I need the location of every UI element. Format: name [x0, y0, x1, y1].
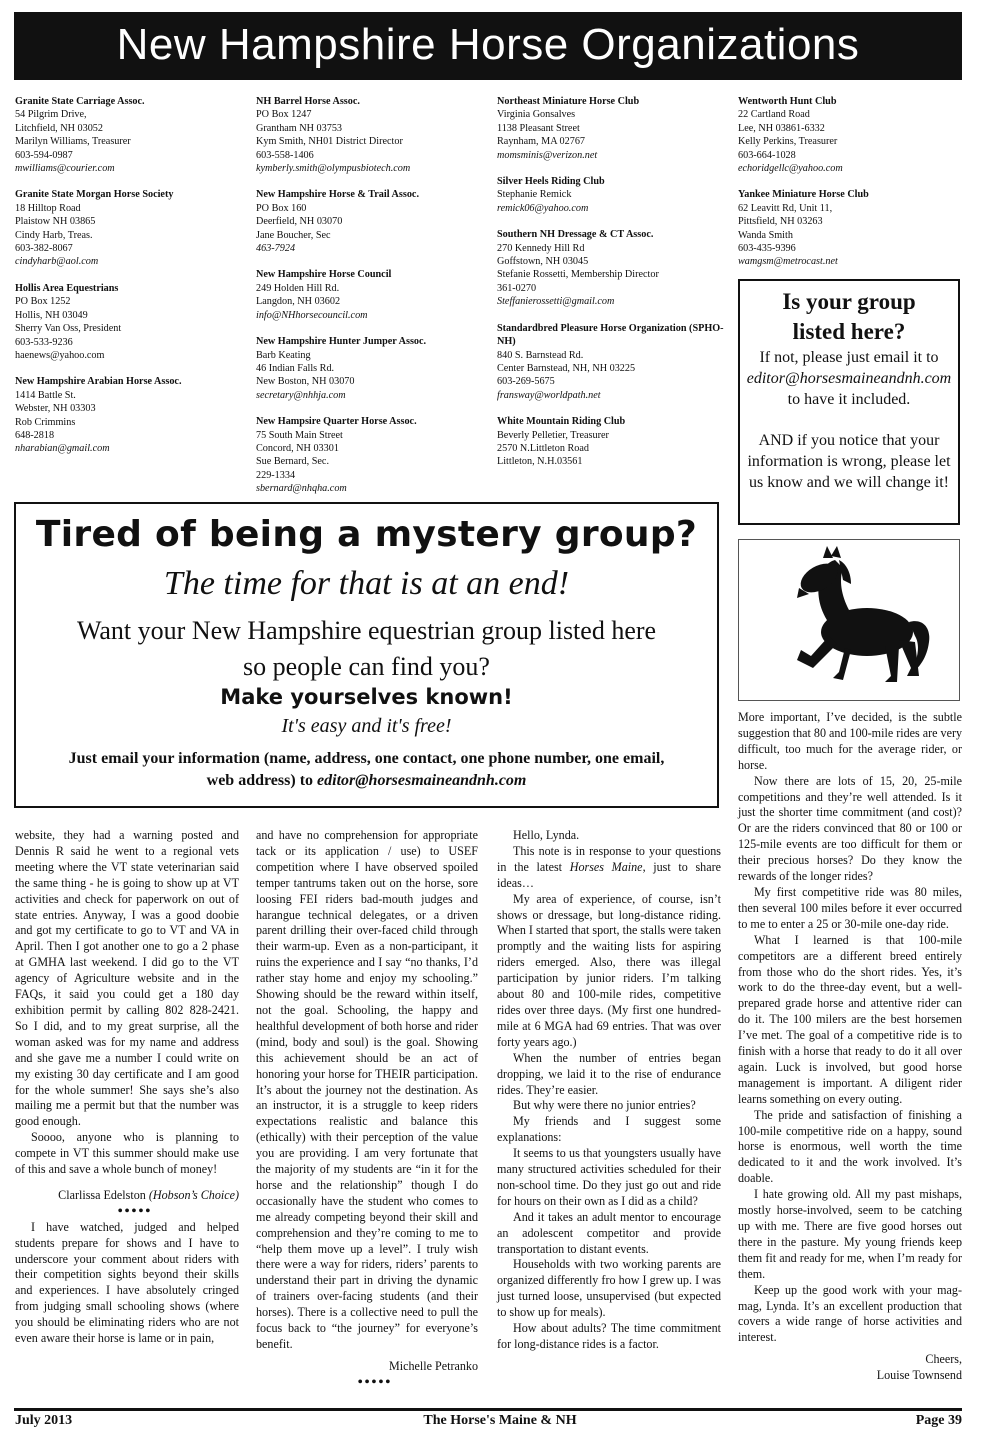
organization-entry — [497, 175, 727, 215]
organization-detail: Kym Smith, NH01 District Director — [256, 136, 403, 148]
organization-detail: Litchfield, NH 03052 — [15, 122, 103, 134]
organization-name: Silver Heels Riding Club — [497, 176, 605, 188]
organization-email[interactable]: wamgsm@metrocast.net — [738, 256, 838, 268]
organization-email[interactable]: remick06@yahoo.com — [497, 202, 589, 214]
organization-detail: Stefanie Rossetti, Membership Director — [497, 269, 659, 281]
notice-text-2: to have it included. — [787, 391, 911, 408]
notice-text-3: AND if you notice that your information is wrong, please let us know and we will change it! — [747, 432, 951, 491]
organization-detail: Raynham, MA 02767 — [497, 136, 586, 148]
col3-paragraph-6: It seems to us that youngsters usually have many structured activities scheduled for their non-school time. Do they just go out and ride for hours on their own as I did as a child? — [497, 1146, 721, 1208]
organization-detail: Deerfield, NH 03070 — [256, 216, 343, 228]
organization-detail: Hollis, NH 03049 — [15, 309, 88, 321]
col1-paragraph-2: Soooo, anyone who is planning to compete in VT this summer should make use of this and save a whole bunch of money! — [15, 1130, 239, 1177]
ad-call-to-action: Make yourselves known! — [220, 685, 513, 709]
organization-email[interactable]: echoridgellc@yahoo.com — [738, 163, 843, 175]
organization-name: New Hampshire Horse Council — [256, 269, 392, 281]
organization-detail: PO Box 1252 — [15, 296, 71, 308]
directory-column-1 — [15, 95, 245, 469]
col1-paragraph-1: website, they had a warning posted and Dennis R said he went to a regional vets meeting where the VT state veterinarian said the same thing - he is going to show up at VT activities and check for paperwork on out of state entries. Anyway, I was a good doobie and got my certificate to go to VT and VA in April. Then I got another one to go a 2 phase at GMHA last weekend. I did go to the VT agency of Agriculture website and in the FAQs, it said you could get a 180 day exhibition permit by calling 802 828-2421. So I did, and to my great surprise, all the woman asked was for my name and address and she gave me a number I could write on my existing 30 day certificate and I am good for the whole summer! She says she’s also mailing me a permit but that the number was good enough. — [15, 828, 239, 1129]
notice-text-1: If not, please just email it to — [759, 349, 939, 366]
organization-detail: Jane Boucher, Sec — [256, 229, 331, 241]
organization-detail: Virginia Gonsalves — [497, 109, 576, 121]
organization-detail: 603-558-1406 — [256, 149, 314, 161]
organization-name: New Hampshire Hunter Jumper Assoc. — [256, 336, 427, 348]
organization-detail: Marilyn Williams, Treasurer — [15, 136, 131, 148]
ad-question-line-1: Want your New Hampshire equestrian group listed here — [76, 616, 657, 645]
notice-heading-line-1: Is your group — [782, 289, 916, 314]
organization-detail: 249 Holden Hill Rd. — [256, 282, 340, 294]
organization-name: Standardbred Pleasure Horse Organization (SPHO-NH) — [497, 322, 724, 348]
col3-paragraph-9: How about adults? The time commitment for long-distance rides is a factor. — [497, 1321, 721, 1351]
ad-email-link[interactable]: editor@horsesmaineandnh.com — [317, 772, 527, 789]
col1-signature-affiliation: (Hobson’s Choice) — [148, 1187, 239, 1202]
col3-paragraph-1-text: This note is in response to your questions in the latest — [497, 843, 721, 874]
organization-detail: 361-0270 — [497, 282, 537, 294]
organization-email[interactable]: momsminis@verizon.net — [497, 149, 598, 161]
directory-column-4 — [738, 95, 968, 282]
organization-detail: Stephanie Remick — [497, 189, 572, 201]
mystery-group-advertisement — [14, 502, 719, 808]
organization-detail: Kelly Perkins, Treasurer — [738, 136, 838, 148]
group-listing-notice — [738, 279, 960, 525]
organization-detail: Langdon, NH 03602 — [256, 296, 341, 308]
organization-entry — [256, 188, 486, 255]
organization-detail: Pittsfield, NH 03263 — [738, 216, 823, 228]
organization-name: White Mountain Riding Club — [497, 416, 626, 428]
col3-paragraph-3: When the number of entries began dropping, we laid it to the rise of endurance rides. They’re easier. — [497, 1050, 721, 1097]
organization-detail: Plaistow NH 03865 — [15, 216, 96, 228]
col1-paragraph-3: I have watched, judged and helped students prepare for shows and I have to underscore your comment about riders with their competition sights beyond their skills and experiences. I have absolutely cringed from judging small schooling shows (where you should be eliminating riders who are not even aware their horse is lame or in pain, — [15, 1219, 239, 1346]
organization-detail: Webster, NH 03303 — [15, 403, 96, 415]
organization-detail: 1138 Pleasant Street — [497, 122, 580, 134]
organization-name: NH Barrel Horse Assoc. — [256, 96, 360, 107]
col2-paragraph-1: and have no comprehension for appropriate tack or its application / use) to USEF competition where I have observed spoiled temper tantrums taken out on the horse, sore loosing FEI riders bad-mouth judges and harangue technical delegates, or a driven parent drilling their over-faced child through their warm-up. Even as a non-participant, it ruins the experience and I say “no thanks, I’d rather stay home and enjoy my schooling.” Showing should be the reward within itself, not the goal. Schooling, the happy and healthful development of both horse and rider (mind, body and soul) is the goal. Showing this achievement should be an act of honoring your horse for THEIR participation. It’s about the journey not the destination. As an instructor, it is a struggle to keep riders expectations realistic and balance this (ethically) with their perception of the value you are providing. I am very fortunate that the majority of my students are “in it for the horse and the relationship” though I do occasionally have the student who comes to me already competing beyond their skill and comprehension and they’re coming to me to “help them move up a level”. I truly wish there were a way for riders, riders’ parents to understand their part in driving the dynamic of trainers over-facing students (and their horses). There is a collective need to pull the focus back to “the journey” for everyone’s benefit. — [256, 828, 478, 1351]
col4-paragraph-5: The pride and satisfaction of finishing a 100-mile competitive ride on a happy, sound horse is enormous, well worth the time dedicated to it and the work involved. It’s doable. — [738, 1107, 962, 1186]
organization-name: Hollis Area Equestrians — [15, 282, 119, 294]
organization-entry — [738, 95, 968, 175]
organization-entry — [15, 95, 245, 175]
col1-separator: ••••• — [117, 1203, 153, 1219]
ad-instructions-text: Just email your information (name, address, one contact, one phone number, one email, web address) to — [68, 750, 665, 789]
organization-detail: 648-2818 — [15, 429, 55, 441]
col3-paragraph-8: Households with two working parents are organized differently fro how I grew up. I was just turned loose, unsupervised (but expected to show up for meals). — [497, 1257, 721, 1320]
organization-entry — [497, 322, 727, 402]
organization-detail: haenews@yahoo.com — [15, 349, 105, 361]
organization-detail: 22 Cartland Road — [738, 109, 810, 121]
organization-detail: 603-435-9396 — [738, 243, 796, 255]
organization-detail: Goffstown, NH 03045 — [497, 256, 589, 268]
article-column-3 — [497, 828, 721, 1353]
organization-entry — [497, 415, 727, 469]
organization-email[interactable]: 463-7924 — [256, 243, 296, 255]
organization-entry — [738, 188, 968, 268]
organization-detail: 603-382-8067 — [15, 243, 73, 255]
organization-detail: 2570 N.Littleton Road — [497, 442, 589, 454]
col4-closing: Cheers, — [925, 1352, 962, 1367]
article-column-2 — [256, 828, 478, 1391]
organization-name: New Hampshire Horse & Trail Assoc. — [256, 189, 419, 201]
organization-email[interactable]: secretary@nhhja.com — [256, 389, 346, 401]
organization-detail: 603-594-0987 — [15, 149, 73, 161]
organization-detail: Sue Bernard, Sec. — [256, 456, 329, 468]
organization-detail: PO Box 160 — [256, 202, 307, 214]
organization-detail: Concord, NH 03301 — [256, 442, 339, 454]
organization-detail: 840 S. Barnstead Rd. — [497, 349, 584, 361]
organization-name: Granite State Morgan Horse Society — [15, 189, 174, 201]
organization-detail: Center Barnstead, NH, NH 03225 — [497, 362, 636, 374]
organization-name: New Hampsire Quarter Horse Assoc. — [256, 416, 417, 428]
organization-name: Yankee Miniature Horse Club — [738, 189, 869, 201]
directory-column-3 — [497, 95, 727, 482]
organization-email[interactable]: sbernard@nhqha.com — [256, 483, 347, 495]
organization-entry — [15, 282, 245, 362]
ad-free-note: It's easy and it's free! — [281, 715, 452, 737]
notice-email-link[interactable]: editor@horsesmaineandnh.com — [746, 370, 952, 387]
col2-separator: ••••• — [357, 1374, 393, 1390]
article-column-1 — [15, 828, 239, 1347]
organization-detail: Cindy Harb, Treas. — [15, 229, 93, 241]
organization-detail: Sherry Van Oss, President — [15, 323, 122, 335]
organization-entry — [256, 95, 486, 175]
organization-detail: Grantham NH 03753 — [256, 122, 343, 134]
col4-signature: Louise Townsend — [876, 1368, 962, 1383]
organization-name: New Hampshire Arabian Horse Assoc. — [15, 376, 182, 388]
directory-column-2 — [256, 95, 486, 509]
col4-paragraph-2: Now there are lots of 15, 20, 25-mile competitions and they’re well attended. Is it just the shorter time commitment (and cost)? Or are the riders convinced that 80 or 100 or 125-mile events are too difficult for them or their precious horses? Do they know the rewards of the longer rides? — [738, 773, 962, 884]
col4-paragraph-4: What I learned is that 100-mile competitors are a different breed entirely from those who do the short rides. Yes, it’s work to do the three-day event, but a well-prepared grade horse and attentive rider can do it. The 100 milers are the best horsemen I’ve met. The goal of a competitive ride is to finish with a horse that ready to do it all over again. Luck is involved, but good horse management is important. A diligent rider learns something on every outing. — [738, 932, 962, 1106]
organization-detail: Lee, NH 03861-6332 — [738, 122, 825, 134]
organization-entry — [256, 415, 486, 495]
organization-detail: 62 Leavitt Rd, Unit 11, — [738, 202, 833, 214]
col3-paragraph-4: But why were there no junior entries? — [513, 1098, 696, 1113]
organization-detail: PO Box 1247 — [256, 109, 312, 121]
organization-detail: 18 Hilltop Road — [15, 202, 81, 214]
page-banner-title: New Hampshire Horse Organizations — [14, 12, 962, 80]
organization-detail: 1414 Battle St. — [15, 389, 76, 401]
col3-paragraph-2: My area of experience, of course, isn’t shows or dressage, but long-distance riding. When I started that sport, the stalls were taken promptly and the waiting lists for aspiring riders emerged. Also, there was illegal participation by junior riders. I’m talking about 80 and 100-mile rides, competitive rides over three days. (My first one hundred-mile at 6 MGA had 69 entries. That was over forty years ago.) — [497, 891, 721, 1049]
organization-detail: 54 Pilgrim Drive, — [15, 109, 87, 121]
organization-detail: Littleton, N.H.03561 — [497, 456, 583, 468]
prancing-horse-icon — [739, 540, 959, 700]
col3-greeting: Hello, Lynda. — [513, 828, 580, 842]
footer-publication-name: The Horse's Maine & NH — [423, 1413, 577, 1428]
footer-rule — [14, 1408, 962, 1411]
organization-email[interactable]: kymberly.smith@olympusbiotech.com — [256, 163, 411, 175]
organization-email[interactable]: nharabian@gmail.com — [15, 443, 110, 455]
organization-entry — [497, 95, 727, 162]
ad-question-line-2: so people can find you? — [243, 652, 490, 681]
col4-paragraph-3: My first competitive ride was 80 miles, then several 100 miles before it ever occurred to me to enter a 25 or 30-mile one-day ride. — [738, 884, 962, 931]
ad-headline: Tired of being a mystery group? — [35, 514, 698, 555]
organization-detail: Wanda Smith — [738, 229, 793, 241]
col4-paragraph-6: I hate growing old. All my past mishaps, mostly horse-involved, seem to be catching up with me. There are five good horses out there in the pasture. My young friends keep them fit and ready for me, when I’m ready for them. — [738, 1187, 962, 1281]
organization-detail: 603-533-9236 — [15, 336, 73, 348]
organization-email[interactable]: cindyharb@aol.com — [15, 256, 99, 268]
organization-detail: 603-269-5675 — [497, 376, 555, 388]
organization-email[interactable]: Steffanierossetti@gmail.com — [497, 296, 615, 308]
col4-paragraph-1: More important, I’ve decided, is the subtle suggestion that 80 and 100-mile rides are very difficult, too much for the average rider, or horse. — [738, 710, 963, 772]
col4-paragraph-7: Keep up the good work with your mag-mag, Lynda. It’s an excellent production that covers a wide range of horse activities and interest. — [738, 1282, 962, 1345]
col3-publication-name: Horses Maine — [569, 859, 643, 874]
organization-entry — [256, 335, 486, 402]
col3-paragraph-7: And it takes an adult mentor to encourage an adolescent competitor and provide transportation to distant events. — [497, 1209, 721, 1256]
col2-signature: Michelle Petranko — [389, 1358, 478, 1373]
ad-instructions — [16, 748, 717, 792]
col3-paragraph-5: My friends and I suggest some explanations: — [497, 1114, 721, 1145]
col1-signature — [15, 1188, 239, 1204]
organization-entry — [497, 228, 727, 308]
organization-entry — [15, 188, 245, 268]
organization-name: Granite State Carriage Assoc. — [15, 96, 145, 107]
organization-email[interactable]: info@NHhorsecouncil.com — [256, 309, 368, 321]
organization-email[interactable]: fransway@worldpath.net — [497, 389, 601, 401]
footer-issue-date: July 2013 — [15, 1413, 73, 1428]
organization-name: Northeast Miniature Horse Club — [497, 96, 640, 107]
organization-detail: Rob Crimmins — [15, 416, 76, 428]
organization-detail: 75 South Main Street — [256, 429, 343, 441]
organization-detail: 46 Indian Falls Rd. — [256, 362, 335, 374]
organization-entry — [256, 268, 486, 322]
organization-entry — [15, 375, 245, 455]
organization-detail: 603-664-1028 — [738, 149, 796, 161]
organization-detail: Barb Keating — [256, 349, 311, 361]
footer-page-number: Page 39 — [915, 1413, 962, 1428]
ad-subheadline: The time for that is at an end! — [163, 565, 570, 602]
horse-illustration — [738, 539, 960, 701]
organization-email[interactable]: mwilliams@courier.com — [15, 163, 115, 175]
organization-detail: Beverly Pelletier, Treasurer — [497, 429, 609, 441]
article-column-4 — [738, 710, 962, 1384]
organization-name: Southern NH Dressage & CT Assoc. — [497, 229, 654, 241]
col1-signature-name: Clarlissa Edelston — [58, 1187, 146, 1202]
col3-paragraph-1 — [497, 844, 721, 892]
col3-paragraph-1-end: , just to share ideas… — [497, 859, 721, 890]
organization-name: Wentworth Hunt Club — [738, 96, 837, 107]
organization-detail: 270 Kennedy Hill Rd — [497, 242, 585, 254]
organization-detail: 229-1334 — [256, 469, 296, 481]
organization-detail: New Boston, NH 03070 — [256, 376, 355, 388]
notice-heading-line-2: listed here? — [792, 319, 906, 344]
